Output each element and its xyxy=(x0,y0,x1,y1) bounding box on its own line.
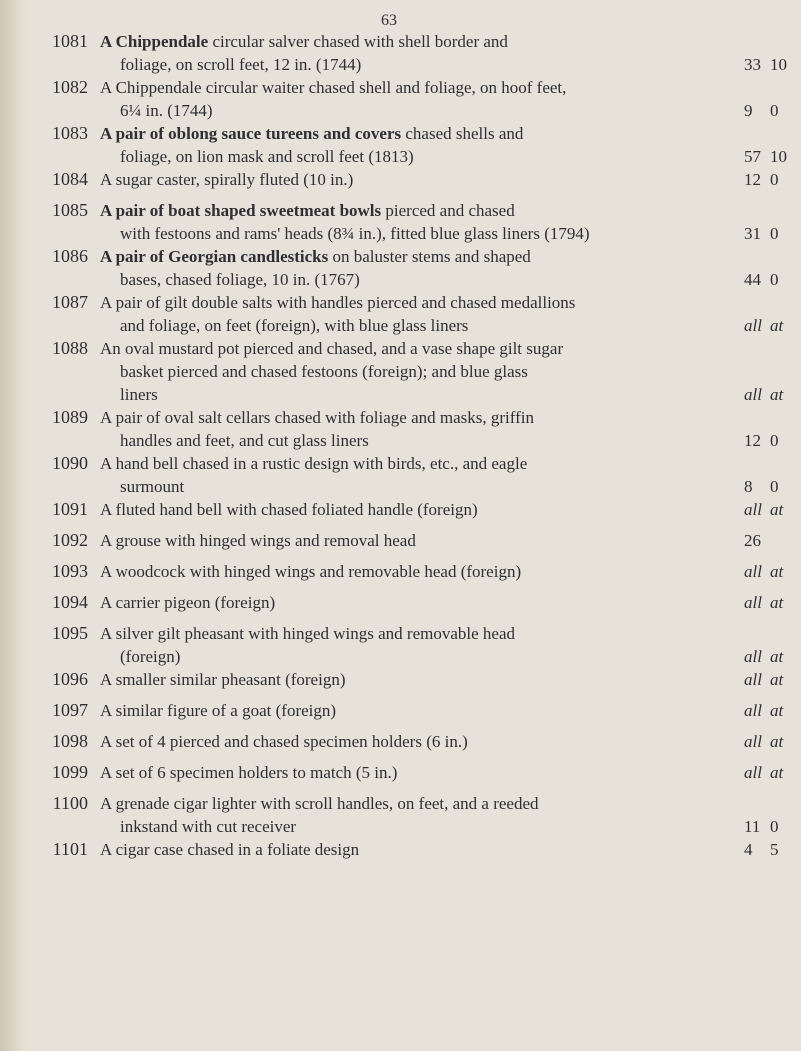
price-pounds: 31 xyxy=(744,224,761,243)
price-shillings: at xyxy=(770,701,784,720)
price-shillings: at xyxy=(770,593,784,612)
lot-number: 1084 xyxy=(52,169,88,189)
price-pounds: all xyxy=(744,316,762,335)
lot-description xyxy=(100,699,740,722)
price-pounds: all xyxy=(744,732,762,751)
lot-description-line: A fluted hand bell with chased foliated handle (foreign) xyxy=(100,500,478,519)
lot-number: 1097 xyxy=(52,700,88,720)
price-pounds: all xyxy=(744,763,762,782)
lot-number: 1087 xyxy=(52,292,88,312)
lot-price xyxy=(744,560,801,583)
lot-description xyxy=(100,76,740,122)
price-shillings: 10 xyxy=(770,147,787,166)
price-shillings: 0 xyxy=(770,101,779,120)
lot-description-line: inkstand with cut receiver xyxy=(120,817,297,836)
lot-description-line: A set of 4 pierced and chased specimen holders (6 in.) xyxy=(100,732,468,751)
lot-number: 1091 xyxy=(52,499,88,519)
lot-description-line: An oval mustard pot pierced and chased, and a vase shape gilt sugar xyxy=(100,339,564,358)
price-shillings: 5 xyxy=(770,840,779,859)
lot-description xyxy=(100,498,740,521)
lot-description-line: A Chippendale circular waiter chased shell and foliage, on hoof feet, xyxy=(100,78,567,97)
lot-number: 1099 xyxy=(52,762,88,782)
lot-description-line: surmount xyxy=(120,477,185,496)
price-shillings: 0 xyxy=(770,817,779,836)
lot-number: 1094 xyxy=(52,592,88,612)
page-edge-shadow xyxy=(0,0,30,1051)
lot-description-line: A smaller similar pheasant (foreign) xyxy=(100,670,346,689)
lot-number: 1086 xyxy=(52,246,88,266)
price-pounds: all xyxy=(744,647,762,666)
price-shillings: 0 xyxy=(770,477,779,496)
lot-description-line: foliage, on scroll feet, 12 in. (1744) xyxy=(120,55,362,74)
lot-description xyxy=(100,792,740,838)
lot-price xyxy=(744,529,801,552)
lot-price xyxy=(744,145,801,168)
price-pounds: 26 xyxy=(744,531,761,550)
lot-description xyxy=(100,337,740,406)
lot-description-line: and foliage, on feet (foreign), with blue glass liners xyxy=(120,316,469,335)
lot-description-line: A woodcock with hinged wings and removable head (foreign) xyxy=(100,562,522,581)
lot-description-line: A silver gilt pheasant with hinged wings and removable head xyxy=(100,624,515,643)
lot-description-line: (foreign) xyxy=(120,647,181,666)
lot-price xyxy=(744,168,801,191)
lot-description-line: handles and feet, and cut glass liners xyxy=(120,431,369,450)
price-shillings: at xyxy=(770,670,784,689)
price-pounds: 12 xyxy=(744,431,761,450)
price-shillings: 0 xyxy=(770,270,779,289)
lot-description-line: A grenade cigar lighter with scroll handles, on feet, and a reeded xyxy=(100,794,539,813)
lot-description-line: A hand bell chased in a rustic design with birds, etc., and eagle xyxy=(100,454,528,473)
lot-price xyxy=(744,645,801,668)
lot-description xyxy=(100,199,740,245)
lot-description-line: A similar figure of a goat (foreign) xyxy=(100,701,337,720)
price-pounds: all xyxy=(744,701,762,720)
price-shillings: at xyxy=(770,647,784,666)
lot-description xyxy=(100,245,740,291)
price-pounds: 57 xyxy=(744,147,761,166)
lot-description-line: A sugar caster, spirally fluted (10 in.) xyxy=(100,170,354,189)
lot-description-line: A Chippendale circular salver chased with shell border and xyxy=(100,32,508,51)
lot-description-line: A pair of gilt double salts with handles pierced and chased medallions xyxy=(100,293,576,312)
lot-price xyxy=(744,838,801,861)
lot-number: 1096 xyxy=(52,669,88,689)
lot-description xyxy=(100,730,740,753)
lot-price xyxy=(744,268,801,291)
price-pounds: 33 xyxy=(744,55,761,74)
price-pounds: 9 xyxy=(744,101,753,120)
lot-price xyxy=(744,222,801,245)
price-shillings: at xyxy=(770,316,784,335)
price-pounds: 11 xyxy=(744,817,761,836)
price-pounds: all xyxy=(744,593,762,612)
lot-description-line: foliage, on lion mask and scroll feet (1813) xyxy=(120,147,414,166)
lot-description xyxy=(100,560,740,583)
lot-description xyxy=(100,30,740,76)
lot-price xyxy=(744,383,801,406)
lot-description-line: 6¼ in. (1744) xyxy=(120,101,213,120)
price-shillings: at xyxy=(770,385,784,404)
price-pounds: all xyxy=(744,500,762,519)
lot-description-line: A set of 6 specimen holders to match (5 in.) xyxy=(100,763,398,782)
lot-price xyxy=(744,591,801,614)
lot-number: 1098 xyxy=(52,731,88,751)
lot-description-line: A carrier pigeon (foreign) xyxy=(100,593,276,612)
lot-price xyxy=(744,730,801,753)
lot-description-line: liners xyxy=(120,385,158,404)
lot-number: 1092 xyxy=(52,530,88,550)
price-pounds: all xyxy=(744,670,762,689)
price-pounds: 44 xyxy=(744,270,761,289)
price-shillings: at xyxy=(770,732,784,751)
lot-description xyxy=(100,761,740,784)
lot-number: 1083 xyxy=(52,123,88,143)
lot-description-line: A cigar case chased in a foliate design xyxy=(100,840,360,859)
lot-price xyxy=(744,99,801,122)
lot-description-line: with festoons and rams' heads (8¾ in.), fitted blue glass liners (1794) xyxy=(120,224,590,243)
price-pounds: 4 xyxy=(744,840,753,859)
lot-description-line: A grouse with hinged wings and removal head xyxy=(100,531,416,550)
lot-price xyxy=(744,668,801,691)
lot-number: 1101 xyxy=(52,839,88,859)
price-shillings: at xyxy=(770,562,784,581)
lot-number: 1088 xyxy=(52,338,88,358)
lot-price xyxy=(744,761,801,784)
lot-number: 1100 xyxy=(52,793,88,813)
page-number: 63 xyxy=(381,12,397,29)
lot-price xyxy=(744,475,801,498)
lot-number: 1082 xyxy=(52,77,88,97)
lot-description xyxy=(100,838,740,861)
lot-price xyxy=(744,815,801,838)
lot-description-line: A pair of boat shaped sweetmeat bowls pierced and chased xyxy=(100,201,515,220)
price-shillings: 0 xyxy=(770,224,779,243)
lot-description xyxy=(100,406,740,452)
price-pounds: all xyxy=(744,562,762,581)
price-shillings: 10 xyxy=(770,55,787,74)
lot-number: 1093 xyxy=(52,561,88,581)
lot-description-line: basket pierced and chased festoons (foreign); and blue glass xyxy=(120,362,528,381)
lot-description-line: A pair of oblong sauce tureens and covers chased shells and xyxy=(100,124,524,143)
lot-description xyxy=(100,591,740,614)
lot-description-line: A pair of oval salt cellars chased with foliage and masks, griffin xyxy=(100,408,535,427)
price-pounds: 12 xyxy=(744,170,761,189)
lot-price xyxy=(744,699,801,722)
lot-price xyxy=(744,314,801,337)
price-pounds: 8 xyxy=(744,477,753,496)
lot-number: 1090 xyxy=(52,453,88,473)
price-shillings: 0 xyxy=(770,431,779,450)
price-shillings: 0 xyxy=(770,170,779,189)
lot-description xyxy=(100,122,740,168)
price-shillings: at xyxy=(770,500,784,519)
lot-description xyxy=(100,452,740,498)
lot-description xyxy=(100,168,740,191)
lot-description xyxy=(100,291,740,337)
lot-number: 1089 xyxy=(52,407,88,427)
lot-description-line: bases, chased foliage, 10 in. (1767) xyxy=(120,270,360,289)
lot-number: 1081 xyxy=(52,31,88,51)
lot-price xyxy=(744,53,801,76)
lot-description-line: A pair of Georgian candlesticks on baluster stems and shaped xyxy=(100,247,531,266)
lot-number: 1095 xyxy=(52,623,88,643)
lot-description xyxy=(100,622,740,668)
price-shillings: at xyxy=(770,763,784,782)
lot-number: 1085 xyxy=(52,200,88,220)
lot-description xyxy=(100,668,740,691)
lot-price xyxy=(744,498,801,521)
price-pounds: all xyxy=(744,385,762,404)
lot-description xyxy=(100,529,740,552)
lot-price xyxy=(744,429,801,452)
